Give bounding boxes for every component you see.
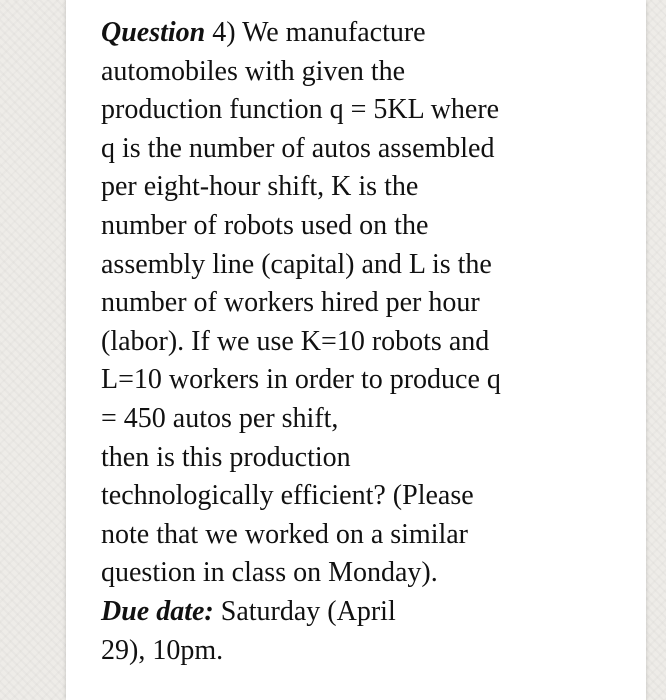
text-line: note that we worked on a similar (101, 518, 469, 550)
text-line: Question 4) We manufacture (101, 17, 426, 48)
text-line: number of robots used on the (101, 209, 429, 241)
text-line: per eight-hour shift, K is the (101, 171, 419, 203)
text-line: = 450 autos per shift, (101, 402, 339, 434)
text-line: q is the number of autos assembled (101, 132, 495, 164)
text-line: Due date: Saturday (April (101, 595, 396, 627)
text-line: automobiles with given the (101, 55, 406, 87)
text-line: assembly line (capital) and L is the (101, 248, 492, 280)
text-line: 29), 10pm. (101, 634, 224, 666)
text-line: (labor). If we use K=10 robots and (101, 325, 490, 357)
question-label: Question (101, 17, 206, 48)
text-line: then is this production (101, 441, 351, 473)
text-line: technologically efficient? (Please (101, 480, 474, 512)
text-line: question in class on Monday). (101, 557, 438, 589)
text-line: L=10 workers in order to produce q (101, 364, 501, 396)
due-date-label: Due date: (101, 595, 214, 627)
text-line: production function q = 5KL where (101, 94, 500, 126)
text-line: number of workers hired per hour (101, 287, 480, 319)
question-text (101, 14, 571, 670)
